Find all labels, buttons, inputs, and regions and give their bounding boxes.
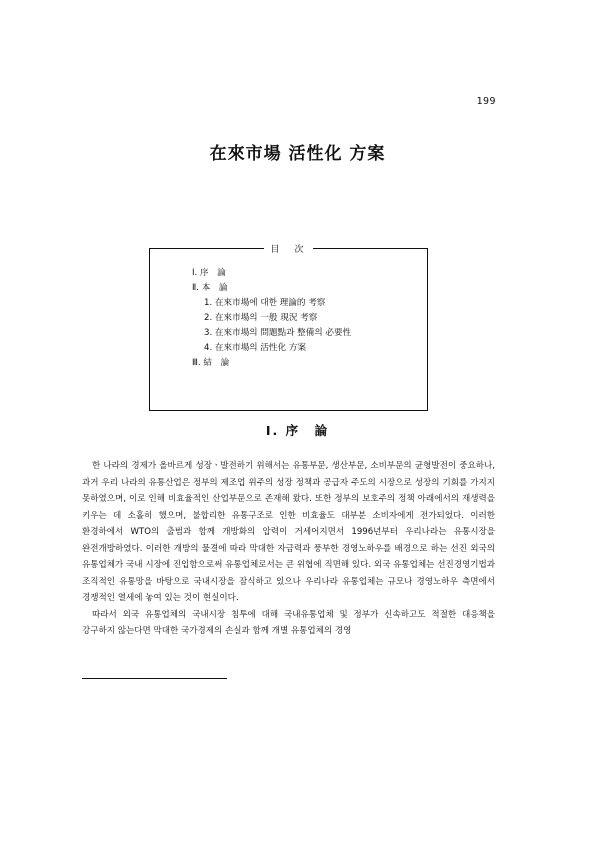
body-text <box>82 458 495 640</box>
table-of-contents <box>149 245 428 411</box>
toc-item: 2. 在來市場의 一般 現況 考察 <box>204 313 318 323</box>
toc-heading <box>150 242 427 255</box>
page-number: 199 <box>476 96 496 107</box>
paragraph: 따라서 외국 유통업체의 국내시장 침투에 대해 국내유통업체 및 정부가 신속하고도 적절한 대응책을 강구하지 않는다면 막대한 국가경제의 손실과 함께 개별 유통업체의 경영 <box>82 609 495 636</box>
toc-item: Ⅲ. 結 論 <box>192 358 230 368</box>
toc-item: Ⅱ. 本 論 <box>192 283 228 293</box>
section-heading: Ⅰ. 序 論 <box>265 423 330 438</box>
toc-item: Ⅰ. 序 論 <box>192 268 226 278</box>
toc-list <box>192 266 351 371</box>
page-title: 在來市場 活性化 方案 <box>209 144 386 164</box>
toc-item: 1. 在來市場에 대한 理論的 考察 <box>204 298 326 308</box>
footnote-divider <box>82 678 227 679</box>
toc-item: 3. 在來市場의 問題點과 整備의 必要性 <box>204 328 352 338</box>
toc-heading-label: 目 次 <box>264 245 312 255</box>
toc-item: 4. 在來市場의 活性化 方案 <box>204 343 307 353</box>
paragraph: 한 나라의 경제가 올바르게 성장ㆍ발전하기 위해서는 유통부문, 생산부문, 소비부문의 균형발전이 중요하나, 과거 우리 나라의 유통산업은 정부의 제조업 위주의 성장 정책과 공급자 주도의 시장으로 성장의 기회를 가지지 못하였으며, 이로 인해 비효율적인 산업부문으로 존재해 왔다. 또한 정부의 보호주의 정책 아래에서의 재생력을 키우는 데 소홀히 했으며, 불합리한 유통구조로 인한 비효율도 대부분 소비자에게 전가되었다. 이러한 환경하에서 WTO의 출범과 함께 개방화의 압력이 거세어지면서 1996년부터 우리나라는 유통시장을 완전개방하였다. 이러한 개방의 물결에 따라 막대한 자금력과 풍부한 경영노하우를 배경으로 하는 선진 외국의 유통업체가 국내 시장에 진입함으로써 유통업체로서는 큰 위협에 직면해 있다. 외국 유통업체는 선진경영기법과 조직적인 유통망을 바탕으로 국내시장을 잠식하고 있으나 우리나라 유통업체는 규모나 경영노하우 측면에서 경쟁적인 열세에 놓여 있는 것이 현실이다. <box>82 461 495 603</box>
